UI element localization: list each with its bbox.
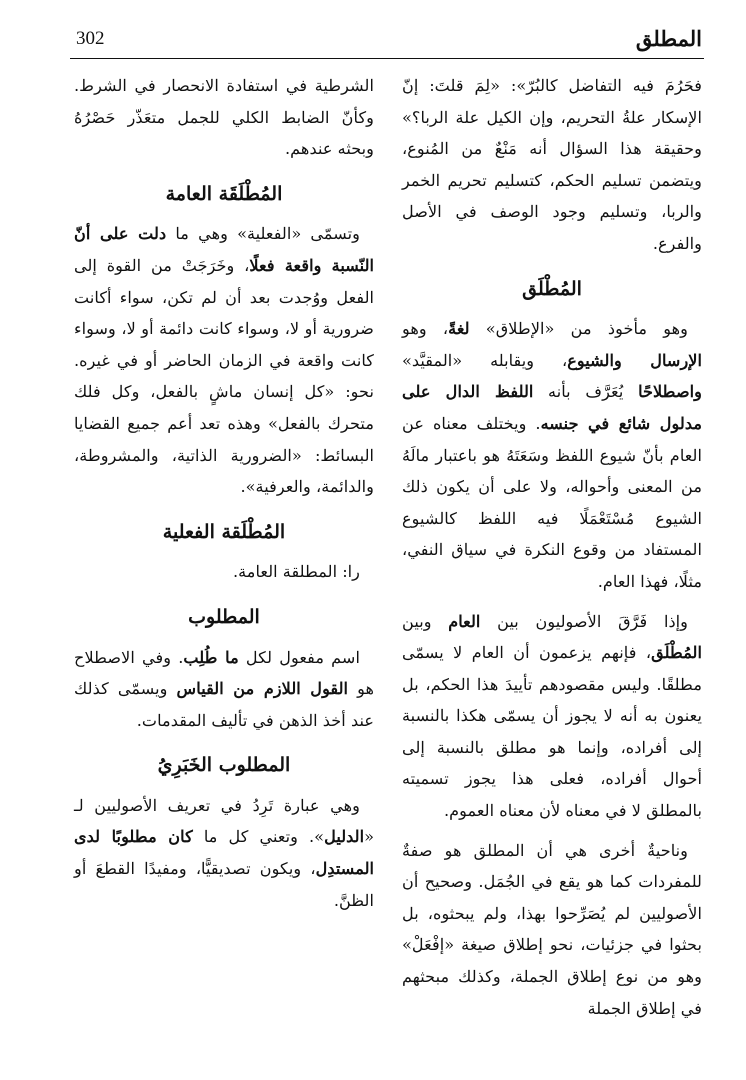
header-rule bbox=[70, 58, 704, 59]
paragraph: وهو مأخوذ من «الإطلاق» لغةً، وهو الإرسال والشيوع، ويقابله «المقيَّد» واصطلاحًا يُعَرَّف بأنه اللفظ الدال على مدلول شائع في جنسه. ويختلف معناه عن العام بأنّ شيوع اللفظ وسَعَتَهُ هو باعتبار مالَهُ من المعنى وأحواله، ولا على أن يكون ذلك الشيوع مُسْتَعْمَلًا فيه اللفظ كالشيوع المستفاد من وقوع النكرة في سياق النفي، مثلًا، فهذا العام. bbox=[402, 319, 702, 591]
entry-heading-matlub-khabari: المطلوب الخَبَرِيُ bbox=[157, 754, 291, 777]
paragraph: الشرطية في استفادة الانحصار في الشرط. وكأنّ الضابط الكلي للجمل متعَذّر حَصْرُهُ وبحثه عندهم. bbox=[74, 76, 374, 159]
entry-heading-matlub: المطلوب bbox=[188, 605, 260, 628]
paragraph: اسم مفعول لكل ما طُلِب. وفي الاصطلاح هو القول اللازم من القياس ويسمّى كذلك عند أخذ الذهن في تأليف المقدمات. bbox=[74, 647, 375, 730]
paragraph: وإذا فَرَّقَ الأصوليون بين العام وبين المُطْلَق، فإنهم يزعمون أن العام لا يسمّى مطلقًا. وليس مقصودهم تأييدَ هذا الحكم، بل يعنون به أنه لا يجوز أن يسمّى هكذا بالنسبة إلى أفراده، وإنما هو مطلق بالنسبة إلى أحوال أفراده، فعلى هذا يجوز تسميته بالمطلق لا في معناه لأن معناه العموم. bbox=[402, 611, 702, 821]
right-column bbox=[402, 70, 702, 1024]
paragraph: وناحيةٌ أخرى هي أن المطلق هو صفةٌ للمفردات كما هو يقع في الجُمَل. وصحيح أن الأصوليين لم يُصَرِّحوا بهذا، ولم يبحثوه، بل بحثوا في جزئيات، نحو إطلاق صيغة «إفْعَلْ» وهو من نوع إطلاق الجملة، وكذلك مبحثهم في إطلاق الجملة bbox=[402, 840, 702, 1018]
entry-heading-mutlaq: المُطْلَق bbox=[522, 277, 582, 300]
entry-heading-mutlaqa-filiyya: المُطْلَقة الفعلية bbox=[162, 520, 286, 543]
left-column bbox=[74, 70, 374, 916]
paragraph: را: المطلقة العامة. bbox=[232, 562, 360, 582]
paragraph: فحَرُمَ فيه التفاضل كالبُرّ»: «لِمَ قلتَ: إنّ الإسكار علةُ التحريم، وإن الكيل علة الربا؟» وحقيقة هذا السؤال أنه مَنْعٌ من المُنوع، ويتضمن تسليم الحكم، كتسليم تحريم الخمر والربا، وتسليم وجود الوصف في الأصل والفرع. bbox=[402, 76, 702, 253]
running-head: المطلق bbox=[635, 26, 702, 51]
paragraph: وتسمّى «الفعلية» وهي ما دلت على أنّ النّسبة واقعة فعلًا، وخَرَجَتْ من القوة إلى الفعل ووُجدت بعد أن لم تكن، سواء أكانت ضرورية أو لا، وسواء كانت دائمة أو لا، وسواء كانت واقعة في الزمان الحاضر أو في غيره. نحو: «كل إنسان ماشٍ بالفعل، وكل فلك متحرك بالفعل» وهذه تعد أعم جميع القضايا البسائط: «الضرورية الذاتية، والمشروطة، والدائمة، والعرفية». bbox=[74, 224, 374, 497]
entry-heading-mutlaqa-amma: المُطْلَقَة العامة bbox=[165, 182, 283, 205]
page-number: 302 bbox=[76, 28, 105, 49]
paragraph: وهي عبارة تَرِدُ في تعريف الأصوليين لـ «الدليل». وتعني كل ما كان مطلوبًا لدى المستدِل، ويكون تصديقيًّا، ومفيدًا القطعَ أو الظنَّ. bbox=[74, 795, 374, 910]
